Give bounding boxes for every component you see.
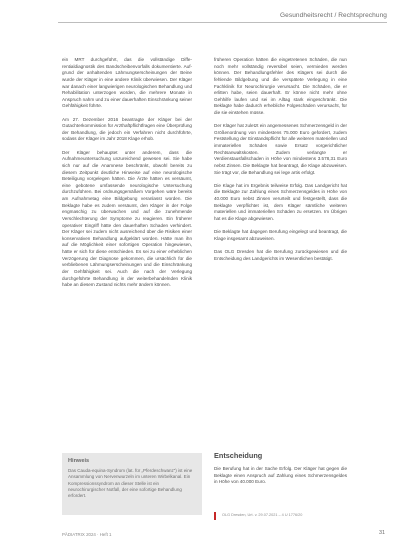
hint-title: Hinweis xyxy=(68,458,90,464)
footnote-text: OLG Dresden, Urt. v. 29.07.2021 – 4 U 1776/20 xyxy=(222,513,303,517)
left-paragraph-2: Am 27. Dezember 2016 beantragte der Kläger bei der Gutachterkommission für Arzthaftpflichtfragen eine Überprüfung der Behandlung, die jedoch ein Verfahren nicht durchführte, sodass der Kläger im Jahr 2018 Klage erhob. xyxy=(62,116,192,142)
hint-text: Das Cauda-equina-Syndrom (lat. für „Pferdeschwanz“) ist eine Ansammlung von Nervenwurzeln im unteren Wirbelkanal. Ein Kompressionssyndrom an dieser Stelle ist ein neurochirurgischer Notfall, der eine sofortige Behandlung erfordert. xyxy=(68,468,193,499)
page-number: 31 xyxy=(379,530,385,536)
section-heading-decision: Entscheidung xyxy=(214,451,263,460)
decision-text: Die Berufung hat in der Sache Erfolg. Der Kläger hat gegen die Beklagte einen Anspruch auf Zahlung eines Schmerzensgeldes in Höhe von 40.000 Euro. xyxy=(214,466,347,485)
right-paragraph-2: Der Kläger hat zuletzt ein angemessenes Schmerzensgeld in der Größenordnung von mindestens 75.000 Euro gefordert, zudem Feststellung der Einstandspflicht für alle weiteren materiellen und immateriellen Schäden sowie Ersatz vorgerichtlicher Rechtsanwaltskosten. Zudem verlangte er Verdienstausfallschaden in Höhe von mindestens 3.578,31 Euro nebst Zinsen. Die Beklagte hat beantragt, die Klage abzuweisen. Sie trägt vor, die Behandlung sei lege artis erfolgt. xyxy=(214,123,347,175)
left-paragraph-3: Der Kläger behauptet unter anderem, dass die Aufnahmeuntersuchung unzureichend gewesen sei. Sie habe sich nur auf die Anamnese beschränkt, obwohl bereits zu diesem Zeitpunkt deutliche Hinweise auf eine neurologische Beteiligung vorgelegen hätten. Die Ärzte hätten es versäumt, eine gebotene umfassende neurologische Untersuchung durchzuführen. Bei ordnungsgemäßem Vorgehen wäre bereits am Aufnahmetag eine Bildgebung veranlasst worden. Die Beklagte habe es zudem versäumt, den Kläger in der Folge engmaschig zu überwachen und auf die zunehmende Verschlechterung der Symptome zu reagieren. Ein früherer operativer Eingriff hätte den dauerhaften Schaden verhindert. Der Kläger sei zudem nicht ausreichend über die Risiken einer konservativen Behandlung aufgeklärt worden. Hätte man ihn auf die Möglichkeit einer sofortigen Operation hingewiesen, hätte er sich für diese entschieden. Es sei zu einer erheblichen Verzögerung der Diagnose gekommen, die ursächlich für die verbliebenen Lähmungserscheinungen und die Einschränkung der Gehfähigkeit sei. Auch die nach der Verlegung durchgeführte Behandlung in der weiterbehandelnden Klinik habe an diesem Zustand nichts mehr ändern können. xyxy=(62,149,192,288)
page-header xyxy=(0,0,413,36)
right-paragraph-3: Die Klage hat im Ergebnis teilweise Erfolg. Das Landgericht hat die Beklagte zur Zahlung eines Schmerzensgeldes in Höhe von 40.000 Euro nebst Zinsen verurteilt und festgestellt, dass die Beklagte verpflichtet ist, dem Kläger sämtliche weiteren materiellen und immateriellen Schäden zu ersetzen. Im Übrigen hat es die Klage abgewiesen. xyxy=(214,182,347,221)
right-column xyxy=(214,57,347,269)
left-column xyxy=(62,57,192,295)
header-rule xyxy=(58,22,387,23)
right-paragraph-5: Das OLG Dresden hat die Berufung zurückgewiesen und die Entscheidung des Landgerichts im Wesentlichen bestätigt. xyxy=(214,249,347,261)
header-title: Gesundheitsrecht / Rechtsprechung xyxy=(280,12,387,19)
right-paragraph-1: früheren Operation hätten die eingetretenen Schäden, die nun noch mehr vollständig reversibel seien, vermieden werden können. Der Behandlungsfehler des Klägers sei durch die fehlende Bildgebung und die verspätete Verlegung in eine Fachklinik für Neurochirurgie verursacht. Die Schäden, die er erlitten habe, seien dauerhaft. Er könne nicht mehr ohne Gehhilfe laufen und sei im Alltag stark eingeschränkt. Die Beklagte habe dadurch erhebliche Folgeschäden verursacht, für die sie einstehen müsse. xyxy=(214,57,347,115)
left-paragraph-1: ein MRT durchgeführt, das die vollständige Differentialdiagnostik des Bandscheibenvorfalls dokumentierte. Aufgrund der anhaltenden Lähmungserscheinungen der Beine wurde der Kläger in eine andere Klinik überwiesen. Der Kläger war danach einer langwierigen neurologischen Behandlung und Rehabilitation unterzogen worden, die mehrere Monate in Anspruch nahm und zu einer dauerhaften Einschränkung seiner Gehfähigkeit führte. xyxy=(62,57,192,109)
right-paragraph-4: Die Beklagte hat dagegen Berufung eingelegt und beantragt, die Klage insgesamt abzuweisen. xyxy=(214,229,347,241)
footer-journal: PÄDIATRIX 2024 · Heft 1 xyxy=(62,532,112,537)
hint-box xyxy=(62,453,202,515)
footnote-marker xyxy=(214,512,216,520)
